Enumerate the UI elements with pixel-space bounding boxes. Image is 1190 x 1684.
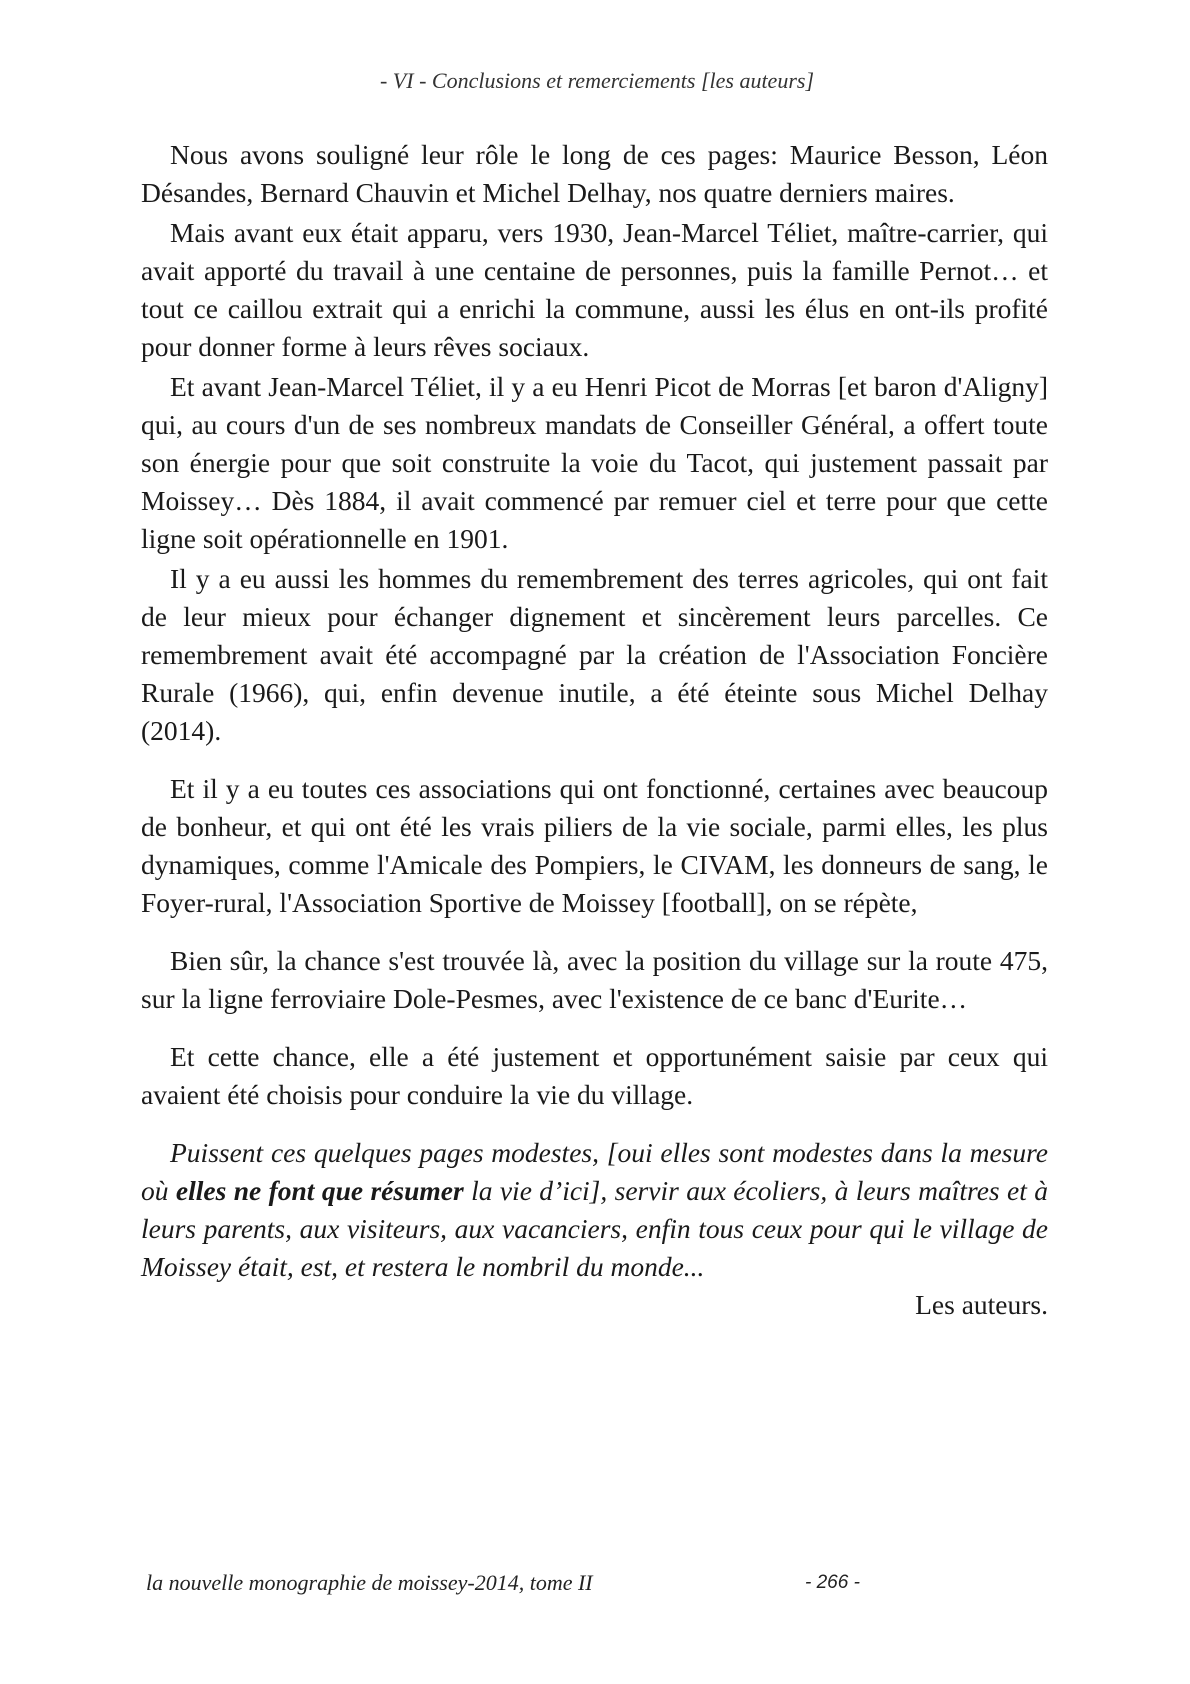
- closing-emphasis: elles ne font que résumer: [175, 1175, 464, 1206]
- paragraph-closing: [141, 1134, 1048, 1286]
- signature: Les auteurs.: [915, 1289, 1048, 1320]
- paragraph-chance: Bien sûr, la chance s'est trouvée là, avec la position du village sur la route 475, sur la ligne ferroviaire Dole-Pesmes, avec l'existence de ce banc d'Eurite…: [141, 945, 1048, 1014]
- paragraph-picot-de-morras: Et avant Jean-Marcel Téliet, il y a eu Henri Picot de Morras [et baron d'Aligny] qui, au cours d'un de ses nombreux mandats de Conseiller Général, a offert toute son énergie pour que soit construite la voie du Tacot, qui justement passait par Moissey… Dès 1884, il avait commencé par remuer ciel et terre pour que cette ligne soit opérationnelle en 1901.: [141, 371, 1048, 554]
- paragraph-associations: Et il y a eu toutes ces associations qui ont fonctionné, certaines avec beaucoup de bonheur, et qui ont été les vrais piliers de la vie sociale, parmi elles, les plus dynamiques, comme l'Amicale des Pompiers, le CIVAM, les donneurs de sang, le Foyer-rural, l'Association Sportive de Moissey [football], on se répète,: [141, 773, 1048, 918]
- paragraph-chance-saisie: Et cette chance, elle a été justement et opportunément saisie par ceux qui avaient été choisis pour conduire la vie du village.: [141, 1041, 1048, 1110]
- paragraph-remembrement: Il y a eu aussi les hommes du remembrement des terres agricoles, qui ont fait de leur mieux pour échanger dignement et sincèrement leurs parcelles. Ce remembrement avait été accompagné par la création de l'Association Foncière Rurale (1966), qui, enfin devenue inutile, a été éteinte sous Michel Delhay (2014).: [141, 563, 1048, 746]
- closing-text-start: Puissent ces quelques pages modestes, [oui elles sont modestes dans la mesure où: [141, 1137, 1048, 1206]
- closing-text-end: la vie d’ici], servir aux écoliers, à leurs maîtres et à leurs parents, aux visiteurs, aux vacanciers, enfin tous ceux pour qui le village de Moissey était, est, et restera le nombril du monde...: [141, 1175, 1049, 1282]
- footer-book-title: la nouvelle monographie de moissey-2014, tome II: [146, 1570, 593, 1595]
- page-number: - 266 -: [805, 1572, 860, 1593]
- paragraph-mayors: Nous avons souligné leur rôle le long de ces pages: Maurice Besson, Léon Désandes, Bernard Chauvin et Michel Delhay, nos quatre derniers maires.: [141, 139, 1048, 208]
- paragraph-teliet: Mais avant eux était apparu, vers 1930, Jean-Marcel Téliet, maître-carrier, qui avait apporté du travail à une centaine de personnes, puis la famille Pernot… et tout ce caillou extrait qui a enrichi la commune, aussi les élus en ont-ils profité pour donner forme à leurs rêves sociaux.: [141, 217, 1048, 362]
- running-header: [0, 68, 1190, 94]
- running-header-title: - VI - Conclusions et remerciements [les auteurs]: [379, 68, 815, 93]
- main-text: [141, 136, 1048, 1324]
